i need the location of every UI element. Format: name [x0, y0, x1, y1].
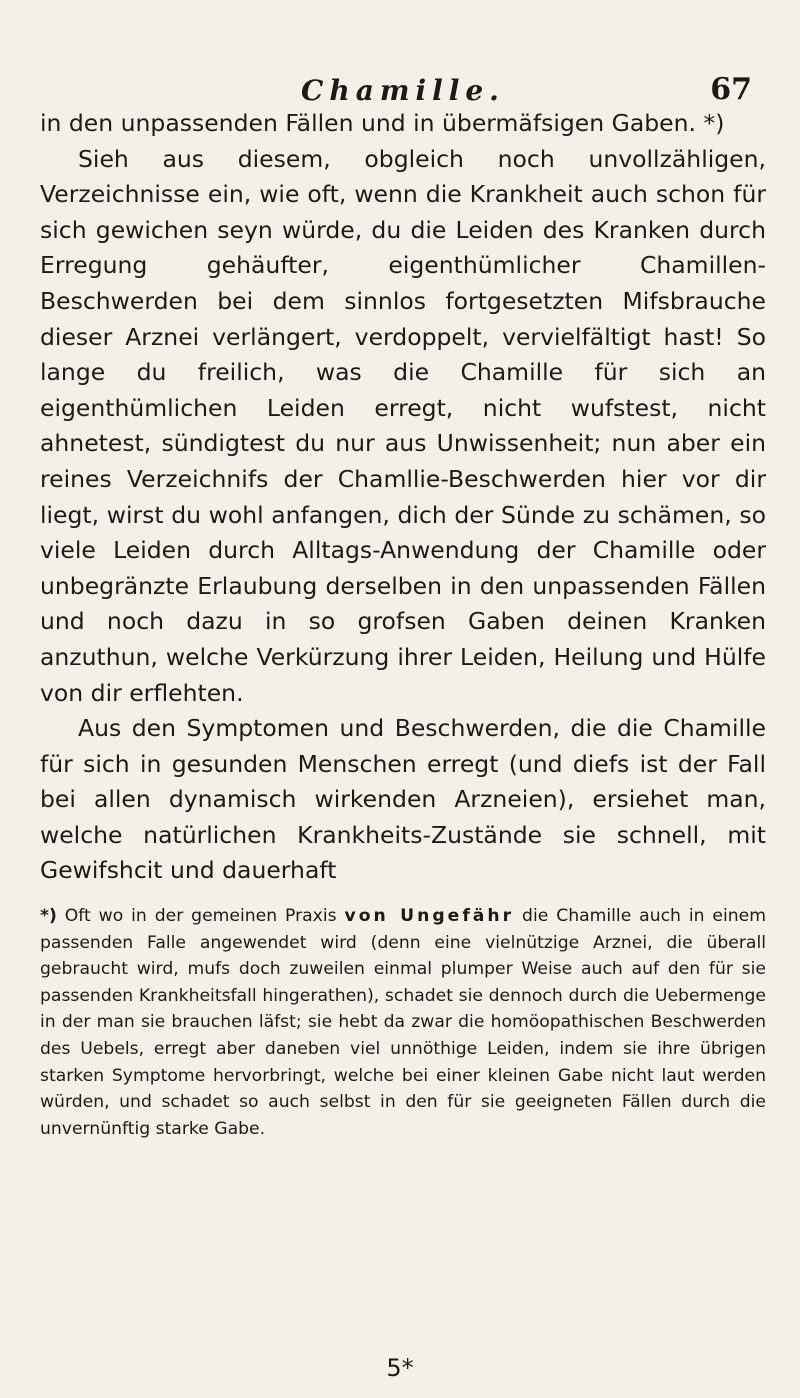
footnote [40, 903, 766, 1142]
page-header [40, 56, 766, 107]
paragraph: Sieh aus diesem, obgleich noch unvollzähligen, Verzeichnisse ein, wie oft, wenn die Krankheit auch schon für sich gewichen seyn würde, du die Leiden des Kranken durch Erregung gehäufter, eigenthümlicher Chamillen-Beschwerden bei dem sinnlos fortgesetzten Mifsbrauche dieser Arznei verlängert, verdoppelt, vervielfältigt hast! So lange du freilich, was die Chamille für sich an eigenthümlichen Leiden erregt, nicht wufstest, nicht ahnetest, sündigtest du nur aus Unwissenheit; nun aber ein reines Verzeichnifs der Chamllie-Beschwerden hier vor dir liegt, wirst du wohl anfangen, dich der Sünde zu schämen, so viele Leiden durch Alltags-Anwendung der Chamille oder unbegränzte Erlaubung derselben in den unpassenden Fällen und noch dazu in so grofsen Gaben deinen Kranken anzuthun, welche Verkürzung ihrer Leiden, Heilung und Hülfe von dir erflehten. [40, 144, 766, 707]
footnote-text-before: Oft wo in der gemeinen Praxis [64, 906, 337, 927]
running-title: Chamille. [301, 74, 505, 107]
footnote-mark: *) [40, 906, 57, 927]
footnote-text-after: die Chamille auch in einem passenden Falle angewendet wird (denn eine vielnützige Arznei, die überall gebraucht wird, mufs doch zuweilen einmal plumper Weise auch auf den für sie passenden Krankheitsfall hingerathen), schadet sie dennoch durch die Uebermenge in der man sie brauchen läfst; sie hebt da zwar die homöopathischen Beschwerden des Uebels, erregt aber daneben viel unnöthige Leiden, indem sie ihre übrigen starken Symptome hervorbringt, welche bei einer kleinen Gabe nicht laut werden würden, und schadet so auch selbst in den für sie geeigneten Fällen durch die unvernünftig starke Gabe. [40, 906, 766, 1139]
paragraph: in den unpassenden Fällen und in übermäfsigen Gaben. *) [40, 109, 725, 137]
page-number: 67 [710, 72, 752, 107]
signature-mark: 5* [386, 1354, 414, 1382]
paragraph: Aus den Symptomen und Beschwerden, die die Chamille für sich in gesunden Menschen erregt (und diefs ist der Fall bei allen dynamisch wirkenden Arzneien), ersiehet man, welche natürlichen Krankheits-Zustände sie schnell, mit Gewifshcit und dauerhaft [40, 714, 766, 885]
main-text [40, 106, 766, 889]
footnote-spaced-text: von Ungefähr [344, 906, 515, 927]
